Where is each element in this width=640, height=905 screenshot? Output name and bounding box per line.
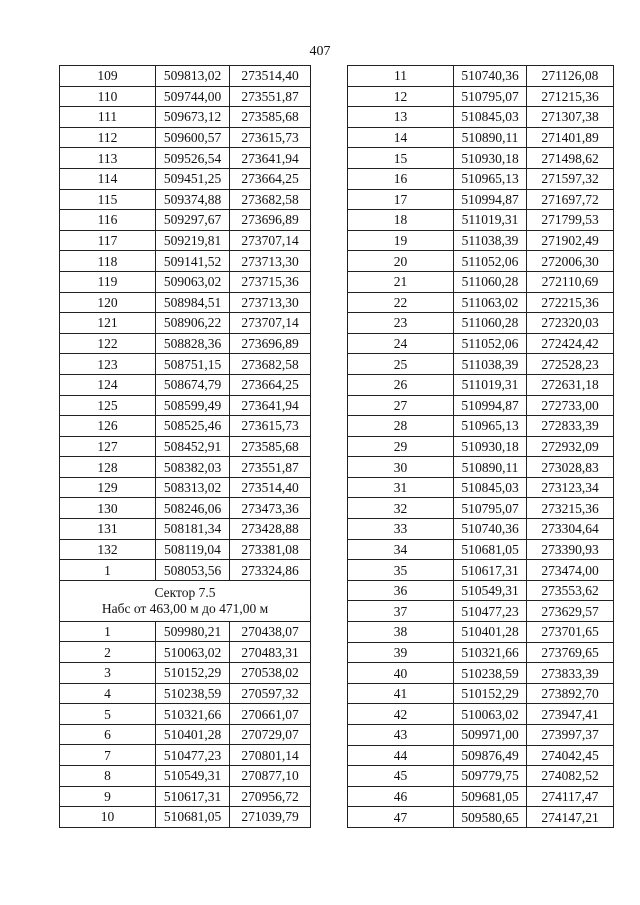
table-row <box>348 107 614 128</box>
point-number-cell: 29 <box>348 436 454 457</box>
x-coordinate-cell: 508313,02 <box>156 477 230 498</box>
table-row <box>60 127 311 148</box>
table-row <box>348 127 614 148</box>
table-row <box>60 519 311 540</box>
x-coordinate-cell: 510549,31 <box>454 580 527 601</box>
x-coordinate-cell: 510681,05 <box>156 807 230 828</box>
x-coordinate-cell: 511019,31 <box>454 374 527 395</box>
point-number-cell: 123 <box>60 354 156 375</box>
point-number-cell: 126 <box>60 416 156 437</box>
y-coordinate-cell: 273028,83 <box>527 457 614 478</box>
x-coordinate-cell: 510321,66 <box>454 642 527 663</box>
y-coordinate-cell: 273629,57 <box>527 601 614 622</box>
table-row <box>60 724 311 745</box>
x-coordinate-cell: 508246,06 <box>156 498 230 519</box>
x-coordinate-cell: 510930,18 <box>454 148 527 169</box>
point-number-cell: 1 <box>60 621 156 642</box>
y-coordinate-cell: 273696,89 <box>230 210 311 231</box>
x-coordinate-cell: 508599,49 <box>156 395 230 416</box>
x-coordinate-cell: 510845,03 <box>454 477 527 498</box>
y-coordinate-cell: 273997,37 <box>527 725 614 746</box>
y-coordinate-cell: 274042,45 <box>527 745 614 766</box>
x-coordinate-cell: 510238,59 <box>454 663 527 684</box>
table-row <box>60 271 311 292</box>
table-row <box>60 663 311 684</box>
table-row <box>348 271 614 292</box>
x-coordinate-cell: 510063,02 <box>156 642 230 663</box>
point-number-cell: 132 <box>60 539 156 560</box>
x-coordinate-cell: 509580,65 <box>454 807 527 828</box>
point-number-cell: 4 <box>60 683 156 704</box>
y-coordinate-cell: 271799,53 <box>527 210 614 231</box>
y-coordinate-cell: 271039,79 <box>230 807 311 828</box>
table-row <box>60 148 311 169</box>
x-coordinate-cell: 509600,57 <box>156 127 230 148</box>
y-coordinate-cell: 270483,31 <box>230 642 311 663</box>
table-row <box>60 436 311 457</box>
point-number-cell: 127 <box>60 436 156 457</box>
table-row <box>348 601 614 622</box>
x-coordinate-cell: 509681,05 <box>454 786 527 807</box>
point-number-cell: 109 <box>60 66 156 87</box>
x-coordinate-cell: 510617,31 <box>454 560 527 581</box>
table-row <box>348 477 614 498</box>
x-coordinate-cell: 508382,03 <box>156 457 230 478</box>
point-number-cell: 47 <box>348 807 454 828</box>
point-number-cell: 114 <box>60 168 156 189</box>
x-coordinate-cell: 509451,25 <box>156 168 230 189</box>
point-number-cell: 116 <box>60 210 156 231</box>
point-number-cell: 20 <box>348 251 454 272</box>
y-coordinate-cell: 272424,42 <box>527 333 614 354</box>
y-coordinate-cell: 272006,30 <box>527 251 614 272</box>
y-coordinate-cell: 271401,89 <box>527 127 614 148</box>
x-coordinate-cell: 508525,46 <box>156 416 230 437</box>
point-number-cell: 45 <box>348 766 454 787</box>
x-coordinate-cell: 509744,00 <box>156 86 230 107</box>
y-coordinate-cell: 272833,39 <box>527 416 614 437</box>
y-coordinate-cell: 273551,87 <box>230 457 311 478</box>
x-coordinate-cell: 509673,12 <box>156 107 230 128</box>
table-row <box>60 395 311 416</box>
y-coordinate-cell: 273304,64 <box>527 519 614 540</box>
point-number-cell: 128 <box>60 457 156 478</box>
x-coordinate-cell: 508452,91 <box>156 436 230 457</box>
point-number-cell: 112 <box>60 127 156 148</box>
x-coordinate-cell: 510890,11 <box>454 127 527 148</box>
y-coordinate-cell: 273615,73 <box>230 416 311 437</box>
y-coordinate-cell: 271697,72 <box>527 189 614 210</box>
point-number-cell: 21 <box>348 271 454 292</box>
point-number-cell: 12 <box>348 86 454 107</box>
table-row <box>60 168 311 189</box>
point-number-cell: 119 <box>60 271 156 292</box>
point-number-cell: 1 <box>60 560 156 581</box>
x-coordinate-cell: 509980,21 <box>156 621 230 642</box>
point-number-cell: 28 <box>348 416 454 437</box>
point-number-cell: 6 <box>60 724 156 745</box>
y-coordinate-cell: 272528,23 <box>527 354 614 375</box>
sector-header <box>60 580 311 621</box>
x-coordinate-cell: 509141,52 <box>156 251 230 272</box>
x-coordinate-cell: 511038,39 <box>454 354 527 375</box>
point-number-cell: 44 <box>348 745 454 766</box>
point-number-cell: 121 <box>60 313 156 334</box>
table-row <box>348 168 614 189</box>
x-coordinate-cell: 509876,49 <box>454 745 527 766</box>
x-coordinate-cell: 510152,29 <box>156 663 230 684</box>
y-coordinate-cell: 273892,70 <box>527 683 614 704</box>
table-row <box>60 66 311 87</box>
y-coordinate-cell: 273123,34 <box>527 477 614 498</box>
y-coordinate-cell: 270597,32 <box>230 683 311 704</box>
point-number-cell: 15 <box>348 148 454 169</box>
x-coordinate-cell: 509219,81 <box>156 230 230 251</box>
point-number-cell: 35 <box>348 560 454 581</box>
point-number-cell: 115 <box>60 189 156 210</box>
table-row <box>60 766 311 787</box>
table-row <box>60 189 311 210</box>
table-row <box>60 745 311 766</box>
x-coordinate-cell: 510401,28 <box>454 622 527 643</box>
point-number-cell: 14 <box>348 127 454 148</box>
table-row <box>348 210 614 231</box>
point-number-cell: 40 <box>348 663 454 684</box>
x-coordinate-cell: 508751,15 <box>156 354 230 375</box>
y-coordinate-cell: 273390,93 <box>527 539 614 560</box>
table-row <box>60 786 311 807</box>
point-number-cell: 34 <box>348 539 454 560</box>
point-number-cell: 5 <box>60 704 156 725</box>
y-coordinate-cell: 272320,03 <box>527 313 614 334</box>
y-coordinate-cell: 272110,69 <box>527 271 614 292</box>
point-number-cell: 11 <box>348 66 454 87</box>
table-row <box>60 86 311 107</box>
x-coordinate-cell: 510740,36 <box>454 66 527 87</box>
x-coordinate-cell: 510965,13 <box>454 168 527 189</box>
sector-subtitle: Набс от 463,00 м до 471,00 м <box>101 600 269 616</box>
table-row <box>348 622 614 643</box>
point-number-cell: 113 <box>60 148 156 169</box>
table-row <box>60 457 311 478</box>
table-row <box>348 333 614 354</box>
point-number-cell: 30 <box>348 457 454 478</box>
y-coordinate-cell: 271498,62 <box>527 148 614 169</box>
point-number-cell: 8 <box>60 766 156 787</box>
y-coordinate-cell: 272932,09 <box>527 436 614 457</box>
table-row <box>348 374 614 395</box>
table-row <box>60 807 311 828</box>
point-number-cell: 13 <box>348 107 454 128</box>
point-number-cell: 130 <box>60 498 156 519</box>
x-coordinate-cell: 511060,28 <box>454 271 527 292</box>
point-number-cell: 2 <box>60 642 156 663</box>
table-row <box>348 148 614 169</box>
table-row <box>348 230 614 251</box>
point-number-cell: 131 <box>60 519 156 540</box>
point-number-cell: 23 <box>348 313 454 334</box>
table-row <box>348 354 614 375</box>
point-number-cell: 9 <box>60 786 156 807</box>
y-coordinate-cell: 271307,38 <box>527 107 614 128</box>
point-number-cell: 111 <box>60 107 156 128</box>
x-coordinate-cell: 508053,56 <box>156 560 230 581</box>
table-row <box>348 251 614 272</box>
x-coordinate-cell: 509779,75 <box>454 766 527 787</box>
y-coordinate-cell: 270956,72 <box>230 786 311 807</box>
y-coordinate-cell: 273641,94 <box>230 395 311 416</box>
x-coordinate-cell: 508906,22 <box>156 313 230 334</box>
x-coordinate-cell: 508181,34 <box>156 519 230 540</box>
coordinates-table-left <box>59 65 311 828</box>
table-row <box>348 436 614 457</box>
table-row <box>60 292 311 313</box>
y-coordinate-cell: 273641,94 <box>230 148 311 169</box>
x-coordinate-cell: 510795,07 <box>454 86 527 107</box>
y-coordinate-cell: 273473,36 <box>230 498 311 519</box>
point-number-cell: 39 <box>348 642 454 663</box>
y-coordinate-cell: 274117,47 <box>527 786 614 807</box>
y-coordinate-cell: 273514,40 <box>230 477 311 498</box>
table-row <box>348 519 614 540</box>
y-coordinate-cell: 273474,00 <box>527 560 614 581</box>
table-row <box>60 210 311 231</box>
point-number-cell: 33 <box>348 519 454 540</box>
y-coordinate-cell: 273514,40 <box>230 66 311 87</box>
point-number-cell: 129 <box>60 477 156 498</box>
y-coordinate-cell: 270729,07 <box>230 724 311 745</box>
table-row <box>60 683 311 704</box>
point-number-cell: 19 <box>348 230 454 251</box>
y-coordinate-cell: 273553,62 <box>527 580 614 601</box>
y-coordinate-cell: 273713,30 <box>230 292 311 313</box>
point-number-cell: 26 <box>348 374 454 395</box>
x-coordinate-cell: 510795,07 <box>454 498 527 519</box>
y-coordinate-cell: 273381,08 <box>230 539 311 560</box>
point-number-cell: 31 <box>348 477 454 498</box>
point-number-cell: 24 <box>348 333 454 354</box>
x-coordinate-cell: 510477,23 <box>454 601 527 622</box>
table-row <box>348 498 614 519</box>
table-row <box>60 107 311 128</box>
point-number-cell: 110 <box>60 86 156 107</box>
point-number-cell: 37 <box>348 601 454 622</box>
y-coordinate-cell: 273428,88 <box>230 519 311 540</box>
y-coordinate-cell: 272215,36 <box>527 292 614 313</box>
table-row <box>348 642 614 663</box>
x-coordinate-cell: 510994,87 <box>454 189 527 210</box>
y-coordinate-cell: 273701,65 <box>527 622 614 643</box>
table-row <box>348 766 614 787</box>
table-row <box>348 86 614 107</box>
x-coordinate-cell: 509813,02 <box>156 66 230 87</box>
y-coordinate-cell: 274082,52 <box>527 766 614 787</box>
x-coordinate-cell: 510994,87 <box>454 395 527 416</box>
x-coordinate-cell: 511060,28 <box>454 313 527 334</box>
table-row <box>348 189 614 210</box>
point-number-cell: 16 <box>348 168 454 189</box>
point-number-cell: 118 <box>60 251 156 272</box>
table-row <box>60 539 311 560</box>
point-number-cell: 46 <box>348 786 454 807</box>
x-coordinate-cell: 510930,18 <box>454 436 527 457</box>
y-coordinate-cell: 273585,68 <box>230 107 311 128</box>
point-number-cell: 10 <box>60 807 156 828</box>
table-row <box>348 683 614 704</box>
x-coordinate-cell: 508828,36 <box>156 333 230 354</box>
point-number-cell: 32 <box>348 498 454 519</box>
table-row <box>60 621 311 642</box>
y-coordinate-cell: 271902,49 <box>527 230 614 251</box>
y-coordinate-cell: 273664,25 <box>230 168 311 189</box>
y-coordinate-cell: 272631,18 <box>527 374 614 395</box>
table-row <box>348 66 614 87</box>
x-coordinate-cell: 510549,31 <box>156 766 230 787</box>
table-row <box>60 354 311 375</box>
table-row <box>348 807 614 828</box>
x-coordinate-cell: 510681,05 <box>454 539 527 560</box>
table-row <box>60 313 311 334</box>
y-coordinate-cell: 273615,73 <box>230 127 311 148</box>
y-coordinate-cell: 273551,87 <box>230 86 311 107</box>
x-coordinate-cell: 511038,39 <box>454 230 527 251</box>
x-coordinate-cell: 510965,13 <box>454 416 527 437</box>
x-coordinate-cell: 509971,00 <box>454 725 527 746</box>
x-coordinate-cell: 510401,28 <box>156 724 230 745</box>
y-coordinate-cell: 273715,36 <box>230 271 311 292</box>
y-coordinate-cell: 270801,14 <box>230 745 311 766</box>
y-coordinate-cell: 273696,89 <box>230 333 311 354</box>
point-number-cell: 17 <box>348 189 454 210</box>
table-row <box>348 725 614 746</box>
x-coordinate-cell: 510238,59 <box>156 683 230 704</box>
table-row <box>60 333 311 354</box>
table-row <box>348 786 614 807</box>
table-row <box>60 477 311 498</box>
table-row <box>60 642 311 663</box>
point-number-cell: 41 <box>348 683 454 704</box>
point-number-cell: 3 <box>60 663 156 684</box>
table-row <box>60 374 311 395</box>
x-coordinate-cell: 508984,51 <box>156 292 230 313</box>
point-number-cell: 120 <box>60 292 156 313</box>
table-row <box>348 704 614 725</box>
y-coordinate-cell: 270438,07 <box>230 621 311 642</box>
x-coordinate-cell: 510477,23 <box>156 745 230 766</box>
x-coordinate-cell: 511019,31 <box>454 210 527 231</box>
y-coordinate-cell: 271215,36 <box>527 86 614 107</box>
table-row <box>348 663 614 684</box>
y-coordinate-cell: 270538,02 <box>230 663 311 684</box>
y-coordinate-cell: 273215,36 <box>527 498 614 519</box>
x-coordinate-cell: 509374,88 <box>156 189 230 210</box>
y-coordinate-cell: 273713,30 <box>230 251 311 272</box>
sector-header-row <box>60 580 311 621</box>
table-row <box>348 457 614 478</box>
x-coordinate-cell: 511063,02 <box>454 292 527 313</box>
point-number-cell: 27 <box>348 395 454 416</box>
table-row <box>348 395 614 416</box>
x-coordinate-cell: 510063,02 <box>454 704 527 725</box>
table-row <box>348 416 614 437</box>
table-row <box>60 498 311 519</box>
x-coordinate-cell: 510617,31 <box>156 786 230 807</box>
x-coordinate-cell: 509297,67 <box>156 210 230 231</box>
x-coordinate-cell: 511052,06 <box>454 251 527 272</box>
x-coordinate-cell: 509526,54 <box>156 148 230 169</box>
point-number-cell: 18 <box>348 210 454 231</box>
point-number-cell: 36 <box>348 580 454 601</box>
table-row <box>60 560 311 581</box>
table-row <box>348 313 614 334</box>
point-number-cell: 125 <box>60 395 156 416</box>
x-coordinate-cell: 510152,29 <box>454 683 527 704</box>
point-number-cell: 122 <box>60 333 156 354</box>
point-number-cell: 38 <box>348 622 454 643</box>
point-number-cell: 22 <box>348 292 454 313</box>
x-coordinate-cell: 510845,03 <box>454 107 527 128</box>
sector-title: Сектор 7.5 <box>154 584 216 600</box>
table-row <box>348 292 614 313</box>
y-coordinate-cell: 273947,41 <box>527 704 614 725</box>
y-coordinate-cell: 273682,58 <box>230 354 311 375</box>
y-coordinate-cell: 272733,00 <box>527 395 614 416</box>
point-number-cell: 124 <box>60 374 156 395</box>
point-number-cell: 42 <box>348 704 454 725</box>
table-row <box>60 416 311 437</box>
x-coordinate-cell: 510890,11 <box>454 457 527 478</box>
x-coordinate-cell: 508674,79 <box>156 374 230 395</box>
y-coordinate-cell: 271126,08 <box>527 66 614 87</box>
point-number-cell: 43 <box>348 725 454 746</box>
page-number: 407 <box>309 44 331 59</box>
x-coordinate-cell: 510740,36 <box>454 519 527 540</box>
y-coordinate-cell: 270877,10 <box>230 766 311 787</box>
y-coordinate-cell: 273833,39 <box>527 663 614 684</box>
table-row <box>348 560 614 581</box>
table-row <box>60 704 311 725</box>
x-coordinate-cell: 508119,04 <box>156 539 230 560</box>
y-coordinate-cell: 271597,32 <box>527 168 614 189</box>
y-coordinate-cell: 273707,14 <box>230 230 311 251</box>
point-number-cell: 7 <box>60 745 156 766</box>
point-number-cell: 117 <box>60 230 156 251</box>
x-coordinate-cell: 511052,06 <box>454 333 527 354</box>
table-row <box>60 230 311 251</box>
coordinates-table-right <box>347 65 614 828</box>
y-coordinate-cell: 273585,68 <box>230 436 311 457</box>
y-coordinate-cell: 273664,25 <box>230 374 311 395</box>
point-number-cell: 25 <box>348 354 454 375</box>
y-coordinate-cell: 273682,58 <box>230 189 311 210</box>
y-coordinate-cell: 273707,14 <box>230 313 311 334</box>
y-coordinate-cell: 270661,07 <box>230 704 311 725</box>
table-row <box>348 539 614 560</box>
y-coordinate-cell: 273769,65 <box>527 642 614 663</box>
y-coordinate-cell: 273324,86 <box>230 560 311 581</box>
table-row <box>348 745 614 766</box>
y-coordinate-cell: 274147,21 <box>527 807 614 828</box>
x-coordinate-cell: 510321,66 <box>156 704 230 725</box>
table-row <box>348 580 614 601</box>
x-coordinate-cell: 509063,02 <box>156 271 230 292</box>
table-row <box>60 251 311 272</box>
